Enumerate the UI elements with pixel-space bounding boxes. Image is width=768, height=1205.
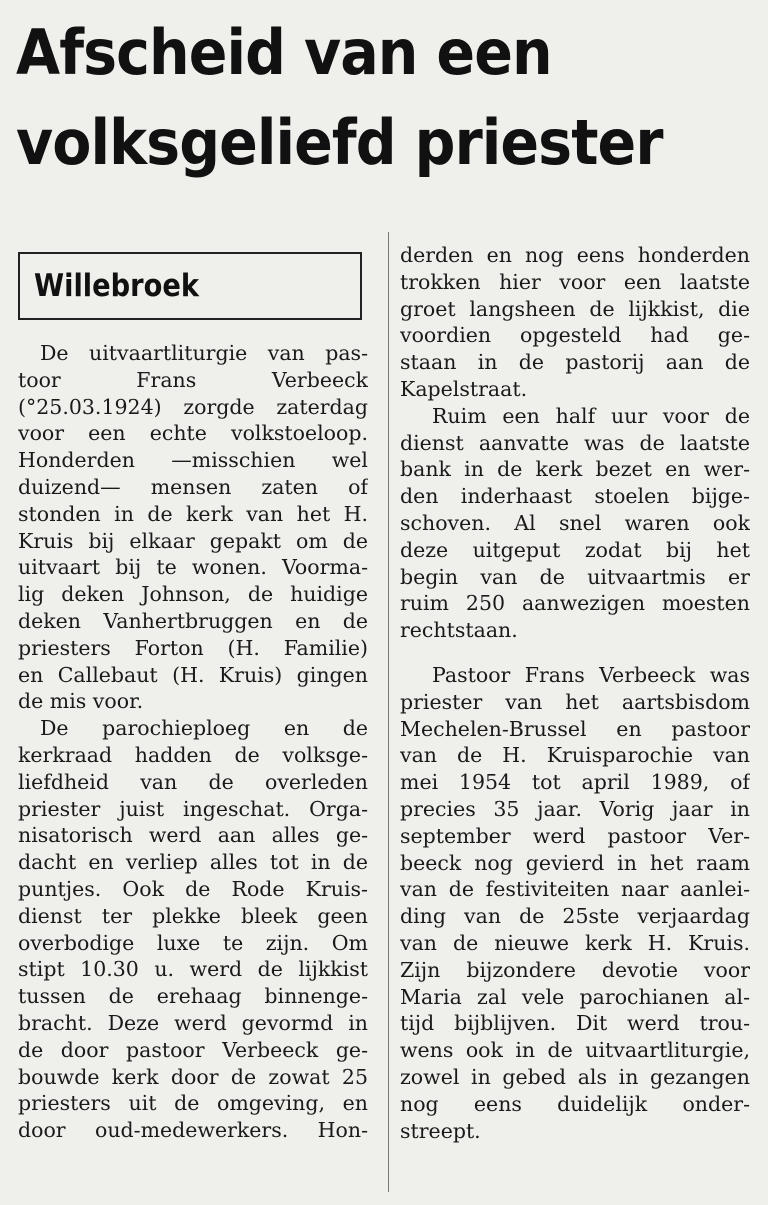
text-line: toor Frans Verbeeck bbox=[18, 367, 368, 392]
text-line: Honderden —misschien wel bbox=[18, 448, 368, 473]
column-divider bbox=[388, 232, 389, 1192]
text-line: september werd pastoor Ver- bbox=[400, 823, 750, 848]
text-line: trokken hier voor een laatste bbox=[400, 269, 750, 294]
text-line: voor een echte volkstoeloop. bbox=[18, 421, 368, 446]
text-line: De uitvaartliturgie van pas- bbox=[40, 341, 368, 365]
right-column bbox=[400, 242, 750, 1144]
text-line: priesters Forton (H. Familie) bbox=[18, 635, 368, 660]
text-line: Kapelstraat. bbox=[400, 376, 528, 401]
text-line: streept. bbox=[400, 1118, 481, 1143]
text-line: kerkraad hadden de volksge- bbox=[18, 742, 368, 767]
text-line: ding van de 25ste verjaardag bbox=[400, 904, 750, 929]
text-line: tijd bijblijven. Dit werd trou- bbox=[400, 1011, 750, 1036]
text-line: Maria zal vele parochianen al- bbox=[400, 984, 750, 1009]
text-line: priester van het aartsbisdom bbox=[400, 689, 750, 714]
text-line: door oud-medewerkers. Hon- bbox=[18, 1118, 368, 1143]
headline bbox=[16, 8, 697, 188]
text-line: schoven. Al snel waren ook bbox=[400, 510, 750, 535]
headline-line-1: Afscheid van een bbox=[16, 16, 552, 89]
text-line: lig deken Johnson, de huidige bbox=[18, 582, 368, 607]
text-line: stonden in de kerk van het H. bbox=[18, 501, 368, 526]
text-line: Zijn bijzondere devotie voor bbox=[400, 957, 750, 982]
text-line: overbodige luxe te zijn. Om bbox=[18, 930, 368, 955]
text-line: wens ook in de uitvaartliturgie, bbox=[400, 1038, 750, 1063]
text-line: beeck nog gevierd in het raam bbox=[400, 850, 750, 875]
paragraph-gap bbox=[400, 644, 750, 662]
text-line: stipt 10.30 u. werd de lijkkist bbox=[18, 957, 368, 982]
text-line: derden en nog eens honderden bbox=[400, 243, 750, 267]
text-line: van de festiviteiten naar aanlei- bbox=[400, 877, 750, 902]
text-line: staan in de pastorij aan de bbox=[400, 350, 750, 375]
text-line: nog eens duidelijk onder- bbox=[400, 1091, 750, 1116]
text-line: deze uitgeput zodat bij het bbox=[400, 537, 750, 562]
text-line: de door pastoor Verbeeck ge- bbox=[18, 1037, 368, 1062]
text-line: zowel in gebed als in gezangen bbox=[400, 1064, 750, 1089]
text-line: deken Vanhertbruggen en de bbox=[18, 608, 368, 633]
text-line: rechtstaan. bbox=[400, 618, 518, 643]
text-line: Pastoor Frans Verbeeck was bbox=[432, 662, 750, 687]
text-line: bank in de kerk bezet en wer- bbox=[400, 457, 750, 482]
headline-line-2: volksgeliefd priester bbox=[16, 106, 663, 179]
text-line: Mechelen-Brussel en pastoor bbox=[400, 716, 750, 741]
text-line: dienst aanvatte was de laatste bbox=[400, 430, 750, 455]
text-line: Kruis bij elkaar gepakt om de bbox=[18, 528, 368, 553]
text-line: tussen de erehaag binnenge- bbox=[18, 984, 368, 1009]
text-line: den inderhaast stoelen bijge- bbox=[400, 484, 750, 509]
text-line: van de H. Kruisparochie van bbox=[400, 743, 750, 768]
text-line: precies 35 jaar. Vorig jaar in bbox=[400, 796, 750, 821]
text-line: (°25.03.1924) zorgde zaterdag bbox=[18, 394, 368, 419]
text-line: nisatorisch werd aan alles ge- bbox=[18, 823, 368, 848]
text-line: de mis voor. bbox=[18, 689, 144, 714]
text-line: voordien opgesteld had ge- bbox=[400, 323, 750, 348]
text-line: De parochieploeg en de bbox=[40, 716, 368, 741]
text-line: groet langsheen de lijkkist, die bbox=[400, 296, 750, 321]
text-line: priester juist ingeschat. Orga- bbox=[18, 796, 368, 821]
text-line: bouwde kerk door de zowat 25 bbox=[18, 1064, 368, 1089]
text-line: en Callebaut (H. Kruis) gingen bbox=[18, 662, 368, 687]
text-line: uitvaart bij te wonen. Voorma- bbox=[18, 555, 368, 580]
text-line: Ruim een half uur voor de bbox=[432, 403, 750, 428]
text-line: liefdheid van de overleden bbox=[18, 769, 368, 794]
text-line: bracht. Deze werd gevormd in bbox=[18, 1010, 368, 1035]
text-line: ruim 250 aanwezigen moesten bbox=[400, 591, 750, 616]
dateline: Willebroek bbox=[34, 268, 200, 304]
text-line: mei 1954 tot april 1989, of bbox=[400, 770, 750, 795]
text-line: dienst ter plekke bleek geen bbox=[18, 903, 368, 928]
text-line: duizend— mensen zaten of bbox=[18, 474, 368, 499]
dateline-box bbox=[18, 252, 362, 320]
text-line: begin van de uitvaartmis er bbox=[400, 564, 750, 589]
text-line: dacht en verliep alles tot in de bbox=[18, 850, 368, 875]
text-line: van de nieuwe kerk H. Kruis. bbox=[400, 930, 750, 955]
text-line: priesters uit de omgeving, en bbox=[18, 1091, 368, 1116]
left-column bbox=[18, 340, 368, 1144]
text-line: puntjes. Ook de Rode Kruis- bbox=[18, 876, 368, 901]
